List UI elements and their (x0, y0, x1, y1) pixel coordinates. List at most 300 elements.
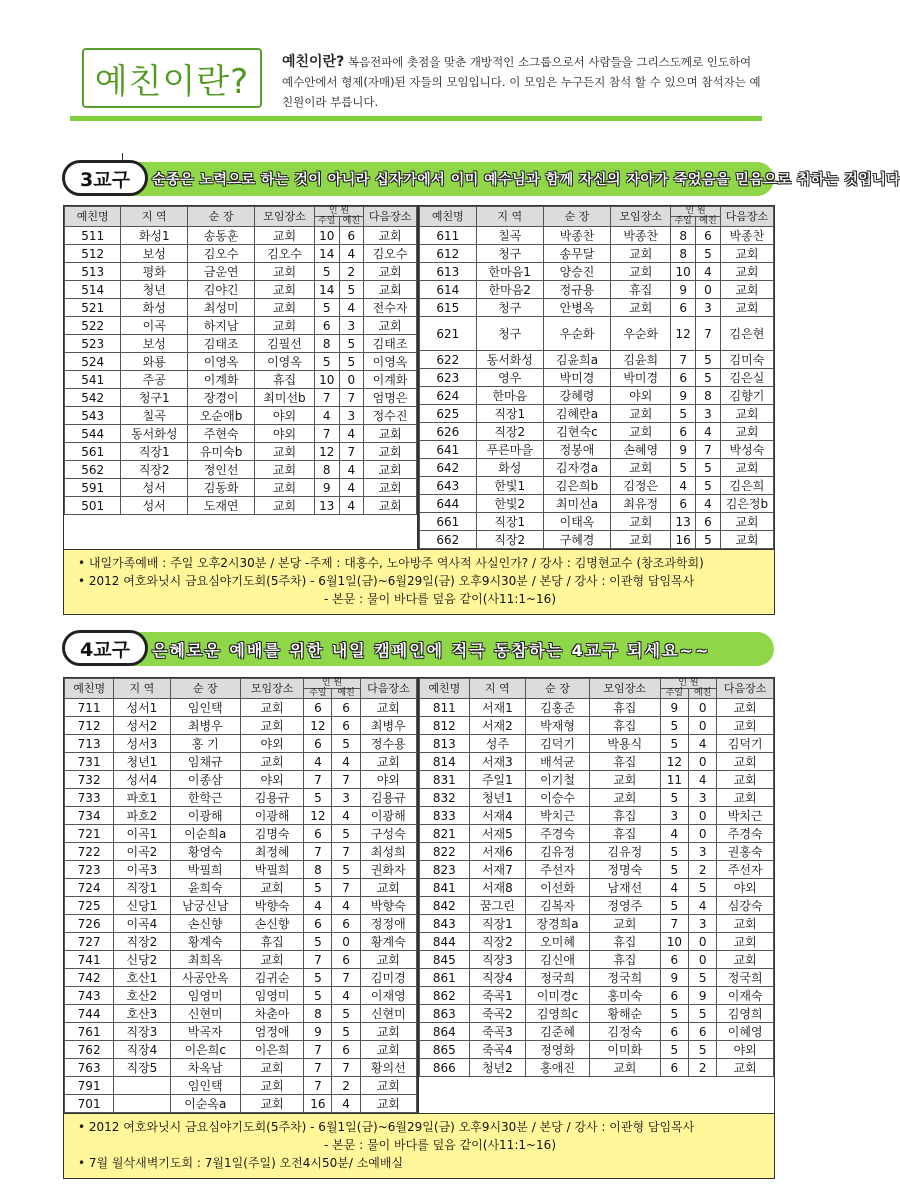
cell-place: 이영옥 (255, 353, 315, 371)
cell-leader: 박미경 (543, 369, 610, 387)
cell-sunday: 12 (304, 717, 332, 735)
cell-number: 544 (65, 425, 121, 443)
cell-yechin: 4 (339, 479, 364, 497)
col-header: 예친 (332, 689, 360, 699)
table-row (420, 789, 774, 807)
cell-place: 김귀순 (240, 969, 303, 987)
cell-place: 야외 (255, 425, 315, 443)
cell-place: 휴집 (589, 753, 660, 771)
cell-number: 724 (65, 879, 114, 897)
table-row (65, 951, 417, 969)
note-line: • 2012 여호와닛시 금요심야기도회(5주차) - 6월1일(금)~6월29일(금) 오후9시30분 / 본당 / 강사 : 이관형 담임목사 (78, 1120, 695, 1134)
district-4-notes (64, 1113, 774, 1178)
cell-yechin: 5 (696, 477, 721, 495)
cell-leader: 송무달 (543, 245, 610, 263)
cell-sunday: 9 (314, 479, 339, 497)
cell-sunday: 6 (660, 987, 688, 1005)
cell-sunday: 4 (314, 407, 339, 425)
cell-place: 임영미 (240, 987, 303, 1005)
col-header: 지 역 (121, 207, 188, 227)
cell-yechin: 3 (339, 407, 364, 425)
table-row (65, 227, 417, 245)
table-body (420, 227, 774, 549)
cell-leader: 하지남 (188, 317, 255, 335)
cell-next-place: 박성숙 (720, 441, 773, 459)
cell-yechin: 5 (332, 861, 360, 879)
table-row (65, 281, 417, 299)
table-row (420, 987, 774, 1005)
table-body (420, 699, 774, 1077)
col-header: 인 원 (304, 679, 360, 689)
note-line: • 2012 여호와닛시 금요심야기도회(5주차) - 6월1일(금)~6월29일(금) 오후9시30분 / 본당 / 강사 : 이관형 담임목사 (78, 574, 695, 588)
note-line: • 7월 월삭새벽기도회 : 7월1일(주일) 오전4시50분/ 소예배실 (78, 1156, 404, 1170)
cell-sunday: 4 (660, 879, 688, 897)
table-row (65, 1077, 417, 1095)
table-row (420, 915, 774, 933)
cell-number: 644 (420, 495, 477, 513)
table-body (65, 699, 417, 1113)
cell-leader: 황계숙 (170, 933, 240, 951)
cell-next-place: 교회 (717, 1059, 774, 1077)
table-row (420, 717, 774, 735)
cell-sunday: 12 (660, 753, 688, 771)
cell-yechin: 6 (696, 513, 721, 531)
cell-sunday: 8 (314, 461, 339, 479)
col-header: 지 역 (114, 679, 170, 699)
cell-number: 614 (420, 281, 477, 299)
cell-next-place: 정수용 (360, 735, 416, 753)
cell-next-place: 김태조 (364, 335, 417, 353)
intro-body: 복음전파에 촛점을 맞춘 개방적인 소그룹으로서 사람들을 그리스도께로 인도하여 예수안에서 형제(자매)된 자들의 모임입니다. 이 모임은 누구든지 참석 할 수 있으며 참석자는 예친원이라 부릅니다. (282, 55, 761, 109)
note-line: • 내일가족예배 : 주일 오후2시30분 / 본당 -주제 : 대홍수, 노아방주 역사적 사실인가? / 강사 : 김명현교수 (창조과학회) (78, 556, 704, 570)
table-row (420, 245, 774, 263)
cell-number: 861 (420, 969, 470, 987)
table-row (65, 353, 417, 371)
district-4-banner (62, 630, 774, 668)
cell-yechin: 4 (332, 987, 360, 1005)
col-header: 예친명 (65, 207, 121, 227)
cell-leader: 이광해 (170, 807, 240, 825)
table-row (65, 915, 417, 933)
cell-next-place: 주경숙 (717, 825, 774, 843)
table-row (65, 245, 417, 263)
table-row (65, 879, 417, 897)
cell-leader: 이태옥 (543, 513, 610, 531)
cell-sunday: 7 (304, 843, 332, 861)
cell-next-place: 교회 (360, 1041, 416, 1059)
cell-sunday: 7 (314, 389, 339, 407)
cell-region: 이곡4 (114, 915, 170, 933)
cell-number: 543 (65, 407, 121, 425)
cell-yechin: 4 (332, 897, 360, 915)
cell-leader: 이영옥 (188, 353, 255, 371)
cell-leader: 김오수 (188, 245, 255, 263)
cell-region: 직장1 (121, 443, 188, 461)
cell-leader: 우순화 (543, 317, 610, 351)
district-3-banner (62, 160, 900, 198)
cell-yechin: 0 (689, 717, 717, 735)
cell-number: 831 (420, 771, 470, 789)
cell-region: 성서 (121, 479, 188, 497)
cell-next-place: 황의선 (360, 1059, 416, 1077)
cell-yechin: 0 (689, 807, 717, 825)
cell-number: 763 (65, 1059, 114, 1077)
cell-region: 서재2 (469, 717, 526, 735)
cell-place: 남재선 (589, 879, 660, 897)
cell-sunday: 8 (304, 1005, 332, 1023)
cell-number: 623 (420, 369, 477, 387)
table-row (420, 1023, 774, 1041)
cell-next-place: 김은희 (720, 477, 773, 495)
cell-place: 휴집 (589, 951, 660, 969)
district-3-notes (64, 549, 774, 614)
cell-next-place: 교회 (364, 281, 417, 299)
cell-region: 서재1 (469, 699, 526, 717)
cell-number: 562 (65, 461, 121, 479)
cell-yechin: 5 (696, 369, 721, 387)
cell-leader: 정규용 (543, 281, 610, 299)
cell-region: 성서1 (114, 699, 170, 717)
cell-yechin: 6 (332, 915, 360, 933)
cell-leader: 김태조 (188, 335, 255, 353)
table-row (420, 477, 774, 495)
cell-leader: 양승진 (543, 263, 610, 281)
cell-sunday: 16 (304, 1095, 332, 1113)
cell-leader: 김윤희a (543, 351, 610, 369)
cell-yechin: 0 (689, 951, 717, 969)
cell-leader: 신현미 (170, 1005, 240, 1023)
cell-region: 청년 (121, 281, 188, 299)
cell-place: 교회 (589, 771, 660, 789)
cell-number: 591 (65, 479, 121, 497)
cell-sunday: 5 (660, 843, 688, 861)
cell-place: 박종찬 (611, 227, 671, 245)
cell-place: 교회 (255, 299, 315, 317)
cell-next-place: 정정애 (360, 915, 416, 933)
cell-region: 죽곡4 (469, 1041, 526, 1059)
cell-region: 푸른마을 (476, 441, 543, 459)
table-row (420, 405, 774, 423)
cell-next-place: 박종찬 (720, 227, 773, 245)
cell-sunday: 7 (304, 951, 332, 969)
cell-yechin: 5 (689, 969, 717, 987)
cell-yechin: 0 (332, 933, 360, 951)
cell-number: 624 (420, 387, 477, 405)
cell-leader: 강혜령 (543, 387, 610, 405)
cell-yechin: 5 (696, 351, 721, 369)
cell-yechin: 4 (696, 263, 721, 281)
cell-region: 칠곡 (476, 227, 543, 245)
cell-yechin: 4 (339, 245, 364, 263)
cell-sunday: 5 (304, 789, 332, 807)
cell-region: 신당1 (114, 897, 170, 915)
cell-sunday: 9 (660, 969, 688, 987)
cell-number: 561 (65, 443, 121, 461)
cell-region: 죽곡1 (469, 987, 526, 1005)
cell-sunday: 14 (314, 245, 339, 263)
cell-sunday: 6 (660, 951, 688, 969)
table-row (420, 753, 774, 771)
cell-number: 524 (65, 353, 121, 371)
cell-region: 직장2 (476, 423, 543, 441)
cell-region: 청구 (476, 299, 543, 317)
cell-yechin: 0 (689, 825, 717, 843)
cell-sunday: 5 (304, 969, 332, 987)
cell-sunday: 4 (304, 753, 332, 771)
table-row (420, 897, 774, 915)
cell-sunday: 13 (314, 497, 339, 515)
cell-place: 휴집 (589, 825, 660, 843)
cell-next-place: 김용규 (360, 789, 416, 807)
district-slogan: 은혜로운 예배를 위한 내일 캠페인에 적극 동참하는 4교구 되세요~~ (152, 640, 711, 660)
table-row (420, 843, 774, 861)
cell-region: 호산3 (114, 1005, 170, 1023)
cell-number: 522 (65, 317, 121, 335)
cell-place: 엄정애 (240, 1023, 303, 1041)
cell-yechin: 3 (339, 317, 364, 335)
cell-place: 교회 (611, 531, 671, 549)
cell-region: 주일1 (469, 771, 526, 789)
cell-leader: 안병옥 (543, 299, 610, 317)
cell-sunday: 6 (304, 699, 332, 717)
cell-yechin: 7 (696, 317, 721, 351)
cell-leader: 홍 기 (170, 735, 240, 753)
cell-yechin: 2 (689, 861, 717, 879)
cell-region: 청구 (476, 245, 543, 263)
cell-region: 직장2 (114, 933, 170, 951)
cell-next-place: 교회 (720, 263, 773, 281)
cell-place: 최미선b (255, 389, 315, 407)
cell-number: 621 (420, 317, 477, 351)
cell-place: 교회 (240, 1077, 303, 1095)
cell-next-place: 이계화 (364, 371, 417, 389)
cell-yechin: 6 (696, 227, 721, 245)
cell-region: 청년1 (114, 753, 170, 771)
cell-yechin: 6 (339, 227, 364, 245)
table-row (65, 389, 417, 407)
cell-sunday: 8 (671, 227, 696, 245)
table-row (65, 317, 417, 335)
cell-place: 교회 (589, 1059, 660, 1077)
cell-leader: 배석균 (526, 753, 590, 771)
table-row (420, 735, 774, 753)
cell-next-place: 김은실 (720, 369, 773, 387)
table-row (65, 263, 417, 281)
cell-sunday: 9 (660, 699, 688, 717)
cell-sunday: 9 (671, 387, 696, 405)
table-row (65, 789, 417, 807)
cell-leader: 주현숙 (188, 425, 255, 443)
cell-sunday: 8 (314, 335, 339, 353)
cell-leader: 김은희b (543, 477, 610, 495)
cell-next-place: 엄명은 (364, 389, 417, 407)
col-header: 주일 (304, 689, 332, 699)
cell-place: 손신향 (240, 915, 303, 933)
table-row (420, 495, 774, 513)
cell-leader: 김유정 (526, 843, 590, 861)
table-row (65, 933, 417, 951)
cell-sunday: 6 (314, 317, 339, 335)
table-row (65, 299, 417, 317)
col-header: 순 장 (170, 679, 240, 699)
cell-leader: 이미경c (526, 987, 590, 1005)
cell-leader: 박재형 (526, 717, 590, 735)
cell-number: 513 (65, 263, 121, 281)
cell-number: 641 (420, 441, 477, 459)
cell-yechin: 4 (332, 1095, 360, 1113)
cell-leader: 김신애 (526, 951, 590, 969)
cell-leader: 김자경a (543, 459, 610, 477)
cell-next-place: 이재숙 (717, 987, 774, 1005)
cell-number: 842 (420, 897, 470, 915)
cell-region: 직장1 (476, 513, 543, 531)
cell-number: 833 (420, 807, 470, 825)
cell-place: 김윤희 (611, 351, 671, 369)
cell-place: 교회 (255, 497, 315, 515)
cell-place: 손혜영 (611, 441, 671, 459)
cell-leader: 송동훈 (188, 227, 255, 245)
cell-place: 이은희 (240, 1041, 303, 1059)
cell-leader: 한학근 (170, 789, 240, 807)
cell-region: 직장5 (114, 1059, 170, 1077)
cell-leader: 유미숙b (188, 443, 255, 461)
cell-next-place: 이광해 (360, 807, 416, 825)
cell-leader: 박필희 (170, 861, 240, 879)
cell-next-place: 김향기 (720, 387, 773, 405)
col-header: 인 원 (671, 207, 721, 217)
cell-leader: 황영숙 (170, 843, 240, 861)
cell-region: 보성 (121, 245, 188, 263)
cell-region: 꿈그린 (469, 897, 526, 915)
cell-number: 611 (420, 227, 477, 245)
cell-region: 직장4 (114, 1041, 170, 1059)
cell-number: 643 (420, 477, 477, 495)
cell-number: 523 (65, 335, 121, 353)
cell-leader: 임채규 (170, 753, 240, 771)
cell-sunday: 10 (671, 263, 696, 281)
table-row (420, 441, 774, 459)
cell-next-place: 교회 (364, 443, 417, 461)
table-row (420, 459, 774, 477)
cell-sunday: 6 (660, 1023, 688, 1041)
cell-yechin: 0 (689, 753, 717, 771)
cell-yechin: 6 (332, 699, 360, 717)
table-row (65, 825, 417, 843)
table-row (420, 513, 774, 531)
cell-number: 822 (420, 843, 470, 861)
cell-region: 성서 (121, 497, 188, 515)
table-row (420, 531, 774, 549)
cell-number: 615 (420, 299, 477, 317)
cell-sunday: 4 (304, 897, 332, 915)
cell-region: 영우 (476, 369, 543, 387)
cell-yechin: 5 (696, 531, 721, 549)
cell-next-place: 교회 (720, 299, 773, 317)
cell-yechin: 4 (339, 461, 364, 479)
cell-sunday: 4 (671, 477, 696, 495)
cell-sunday: 7 (671, 351, 696, 369)
cell-yechin: 4 (696, 423, 721, 441)
cell-number: 791 (65, 1077, 114, 1095)
cell-next-place: 이영옥 (364, 353, 417, 371)
cell-leader: 김야긴 (188, 281, 255, 299)
table-row (65, 753, 417, 771)
cell-place: 교회 (240, 951, 303, 969)
table-row (420, 699, 774, 717)
cell-region: 한빛2 (476, 495, 543, 513)
cell-place: 휴집 (589, 807, 660, 825)
col-header: 모임장소 (589, 679, 660, 699)
cell-region: 보성 (121, 335, 188, 353)
table-row (65, 461, 417, 479)
cell-place: 휴집 (589, 717, 660, 735)
col-header: 모임장소 (255, 207, 315, 227)
cell-sunday: 12 (671, 317, 696, 351)
district-badge: 3교구 (62, 160, 148, 196)
cell-yechin: 5 (689, 879, 717, 897)
table-row (420, 969, 774, 987)
col-header: 예친 (339, 217, 364, 227)
col-header: 예친명 (420, 679, 470, 699)
cell-place: 김오수 (255, 245, 315, 263)
cell-region: 청년1 (469, 789, 526, 807)
cell-number: 613 (420, 263, 477, 281)
cell-place: 교회 (611, 459, 671, 477)
cell-region: 청년2 (469, 1059, 526, 1077)
table-row (65, 425, 417, 443)
cell-region: 직장1 (114, 879, 170, 897)
cell-place: 정명숙 (589, 861, 660, 879)
cell-place: 교회 (255, 443, 315, 461)
cell-next-place: 교회 (360, 951, 416, 969)
cell-next-place: 교회 (364, 461, 417, 479)
cell-number: 811 (420, 699, 470, 717)
cell-next-place: 교회 (364, 497, 417, 515)
cell-next-place: 전수자 (364, 299, 417, 317)
cell-region: 청구 (476, 317, 543, 351)
cell-yechin: 3 (689, 789, 717, 807)
cell-next-place: 정수진 (364, 407, 417, 425)
cell-number: 501 (65, 497, 121, 515)
cell-yechin: 6 (332, 1041, 360, 1059)
cell-leader: 김혜란a (543, 405, 610, 423)
cell-next-place: 권화자 (360, 861, 416, 879)
cell-leader: 오순애b (188, 407, 255, 425)
cell-number: 622 (420, 351, 477, 369)
cell-leader: 박종찬 (543, 227, 610, 245)
cell-leader: 이은희c (170, 1041, 240, 1059)
cell-leader: 손신향 (170, 915, 240, 933)
cell-next-place: 구성숙 (360, 825, 416, 843)
cell-place: 김정숙 (589, 1023, 660, 1041)
table-row (65, 897, 417, 915)
table-row (65, 479, 417, 497)
cell-region: 한마음2 (476, 281, 543, 299)
cell-place: 김유정 (589, 843, 660, 861)
table-row (65, 1095, 417, 1113)
cell-sunday: 5 (660, 1041, 688, 1059)
table-row (420, 227, 774, 245)
cell-next-place: 최성희 (360, 843, 416, 861)
cell-place: 교회 (255, 461, 315, 479)
cell-place: 교회 (240, 879, 303, 897)
cell-leader: 임영미 (170, 987, 240, 1005)
table-row (65, 371, 417, 389)
cell-region (114, 1095, 170, 1113)
col-header: 다음장소 (720, 207, 773, 227)
cell-sunday: 9 (671, 281, 696, 299)
cell-number: 521 (65, 299, 121, 317)
